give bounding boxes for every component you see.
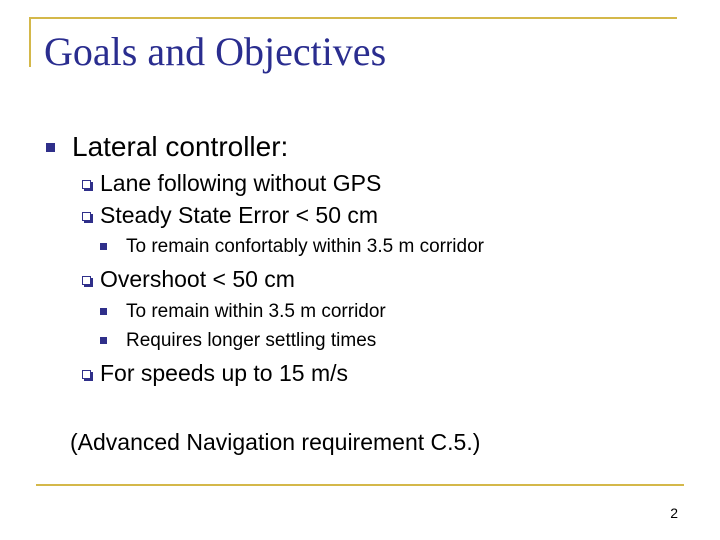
hollow-square-bullet-icon — [82, 370, 91, 379]
list-item-corridor-comfort: To remain confortably within 3.5 m corridor — [126, 236, 484, 257]
lateral-controller-heading: Lateral controller: — [72, 131, 289, 162]
list-item-overshoot: Overshoot < 50 cm — [100, 266, 295, 292]
requirement-note: (Advanced Navigation requirement C.5.) — [70, 429, 481, 455]
square-bullet-icon — [100, 308, 107, 315]
list-item-lane-following: Lane following without GPS — [100, 170, 382, 196]
page-number: 2 — [670, 505, 678, 521]
list-item-settling-times: Requires longer settling times — [126, 330, 377, 351]
square-bullet-icon — [100, 243, 107, 250]
square-bullet-icon — [46, 143, 55, 152]
hollow-square-bullet-icon — [82, 180, 91, 189]
bottom-decorative-rule — [36, 484, 684, 486]
square-bullet-icon — [100, 337, 107, 344]
top-decorative-rule — [29, 17, 677, 19]
hollow-square-bullet-icon — [82, 276, 91, 285]
left-decorative-rule — [29, 17, 31, 67]
slide-title: Goals and Objectives — [44, 29, 387, 74]
list-item-corridor: To remain within 3.5 m corridor — [126, 301, 386, 322]
list-item-speeds: For speeds up to 15 m/s — [100, 360, 349, 386]
list-item-steady-state-error: Steady State Error < 50 cm — [100, 202, 379, 228]
hollow-square-bullet-icon — [82, 212, 91, 221]
